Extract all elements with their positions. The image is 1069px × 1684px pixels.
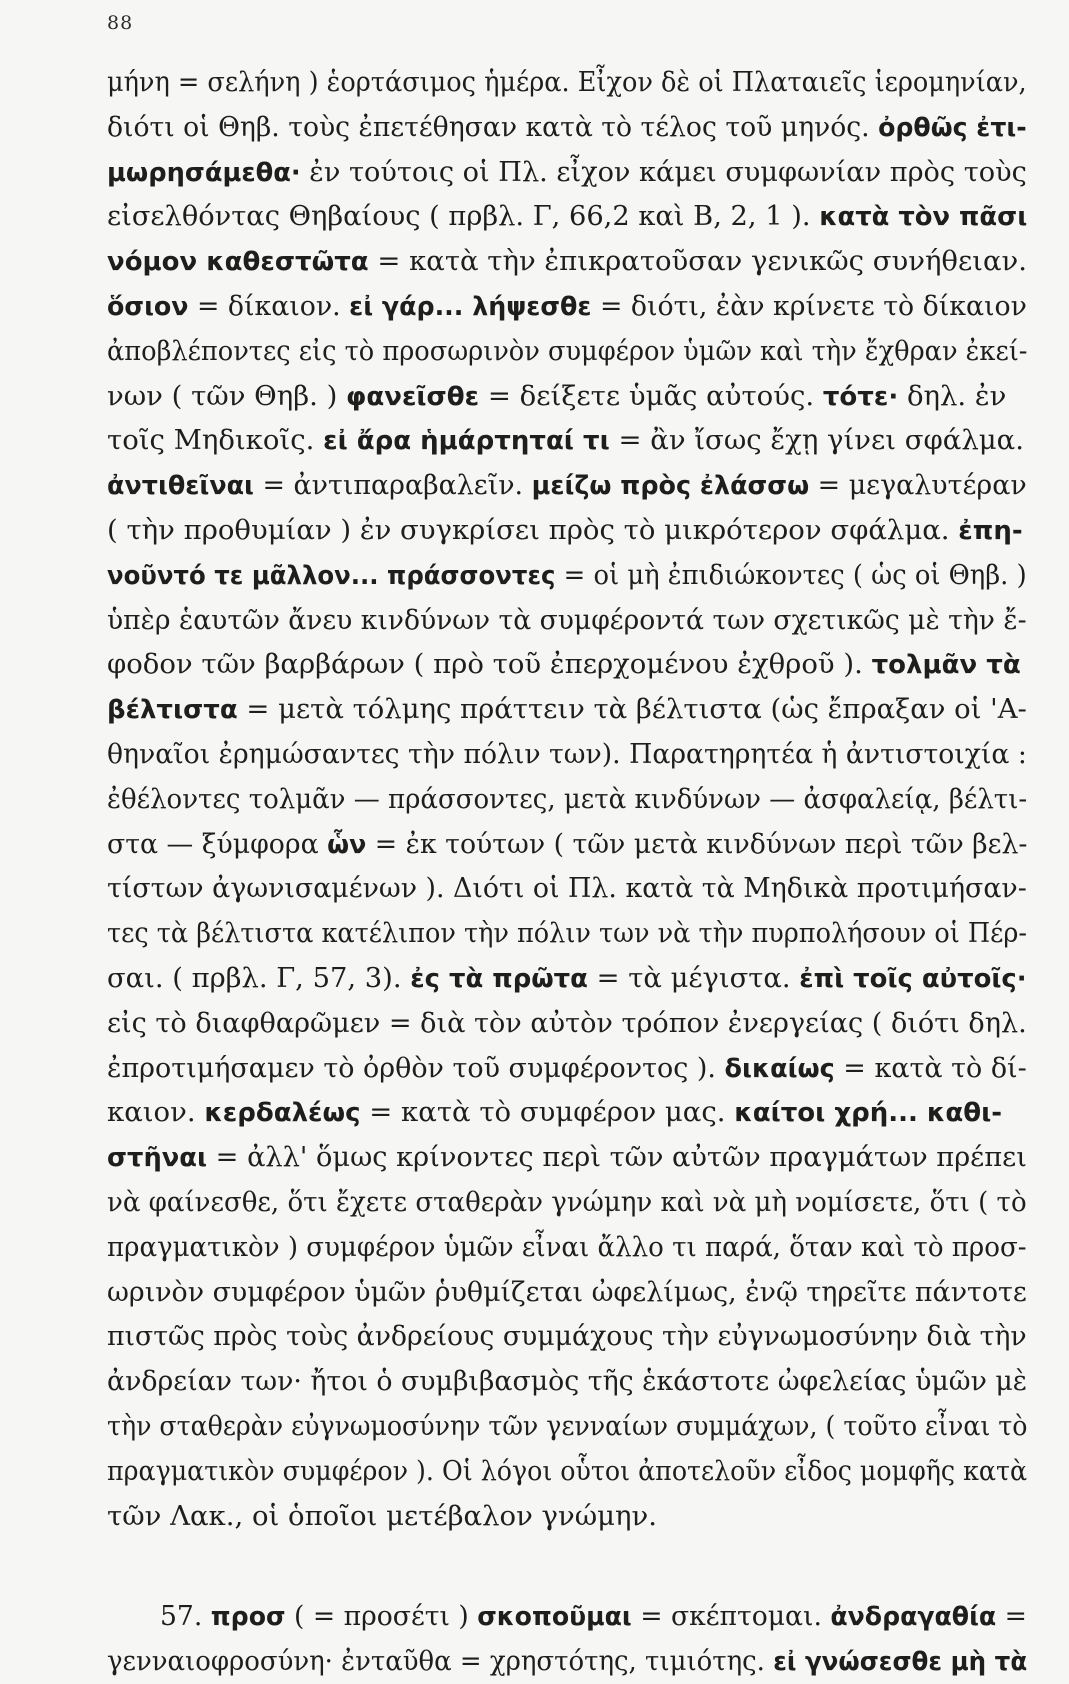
gloss-text: 57. xyxy=(160,1600,211,1633)
text-line xyxy=(107,866,1027,910)
gloss-text: ὑπὲρ ἑαυτῶν ἄνευ κινδύνων τὰ συμφέροντά των σχετικῶς μὲ τὴν ἔ- xyxy=(107,603,1027,636)
lemma-term: καίτοι χρή... καθι- xyxy=(734,1098,1003,1129)
text-line xyxy=(107,194,1027,239)
lemma-term: κατὰ τὸν πᾶσι xyxy=(819,202,1028,233)
gloss-text: εἰς τὸ διαφθαρῶμεν = διὰ τὸν αὐτὸν τρόπον ἐνεργείας ( διότι δηλ. xyxy=(107,1006,1027,1039)
text-line xyxy=(107,1270,1027,1314)
lemma-term: τολμᾶν τὰ xyxy=(871,650,1021,681)
lemma-term: τότε· xyxy=(822,381,899,412)
text-line xyxy=(107,642,1027,687)
text-line xyxy=(107,777,1027,821)
gloss-text: ἀνδρείαν των· ἤτοι ὁ συμβιβασμὸς τῆς ἑκάστοτε ὠφελείας ὑμῶν μὲ xyxy=(107,1365,1028,1398)
gloss-text: πιστῶς πρὸς τοὺς ἀνδρείους συμμάχους τὴν εὐγνωμοσύνην διὰ τὴν xyxy=(107,1320,1027,1353)
gloss-text: σαι. ( πρβλ. Γ, 57, 3). xyxy=(107,962,411,994)
lemma-term: κερδαλέως xyxy=(204,1098,361,1129)
text-line xyxy=(107,105,1027,150)
lemma-term: μείζω πρὸς ἐλάσσω xyxy=(531,471,810,502)
lemma-term: εἰ γάρ... λήψεσθε xyxy=(349,292,592,322)
gloss-text: εἰσελθόντας Θηβαίους ( πρβλ. Γ, 66,2 καὶ Β, 2, 1 ). xyxy=(107,200,820,233)
gloss-text: = δείξετε ὑμᾶς αὐτούς. xyxy=(479,379,823,412)
text-line xyxy=(107,508,1027,553)
lemma-term: ἐπη- xyxy=(958,516,1023,546)
gloss-text: δηλ. ἐν xyxy=(898,379,1007,412)
lemma-term: στῆναι xyxy=(107,1143,207,1174)
gloss-text: ἀποβλέποντες εἰς τὸ προσωρινὸν συμφέρον ὑμῶν καὶ τὴν ἔχθραν ἐκεί- xyxy=(107,334,1028,367)
text-line xyxy=(107,956,1027,1001)
lemma-term: βέλτιστα xyxy=(107,695,238,726)
gloss-text: τίστων ἀγωνισαμένων ). Διότι οἱ Πλ. κατὰ τὰ Μηδικὰ προτιμήσαν- xyxy=(107,872,1027,905)
text-line xyxy=(107,1494,657,1538)
gloss-text: ἐθέλοντες τολμᾶν — πράσσοντες, μετὰ κινδύνων — ἀσφαλείᾳ, βέλτι- xyxy=(107,782,1028,815)
text-line xyxy=(107,732,1027,776)
lemma-term: μωρησάμεθα· xyxy=(107,157,301,188)
text-line xyxy=(107,598,1027,642)
gloss-text: = διότι, ἐὰν κρίνετε τὸ δίκαιον xyxy=(591,290,1027,322)
gloss-text: = xyxy=(996,1600,1027,1633)
gloss-text: τες τὰ βέλτιστα κατέλιπον τὴν πόλιν των νὰ τὴν πυρπολήσουν οἱ Πέρ- xyxy=(107,917,1028,950)
gloss-text: = ἀντιπαραβαλεῖν. xyxy=(253,469,532,502)
gloss-text: = ἐκ τούτων ( τῶν μετὰ κινδύνων περὶ τῶν βελ- xyxy=(366,827,1028,860)
gloss-text: ωρινὸν συμφέρον ὑμῶν ῥυθμίζεται ὠφελίμως, ἐνῷ τηρεῖτε πάντοτε xyxy=(107,1275,1027,1308)
text-line xyxy=(107,150,1027,195)
lemma-term: ἐς τὰ πρῶτα xyxy=(410,964,588,994)
text-line xyxy=(107,1449,1027,1493)
gloss-text: = οἱ μὴ ἐπιδιώκοντες ( ὡς οἱ Θηβ. ) xyxy=(555,558,1027,591)
text-line xyxy=(107,1090,1027,1135)
text-line xyxy=(107,239,1027,284)
lemma-term: δικαίως xyxy=(724,1053,835,1084)
text-line xyxy=(107,1001,1027,1045)
text-line xyxy=(107,553,1027,598)
lemma-term: νόμον καθεστῶτα xyxy=(107,247,369,278)
lemma-term: νοῦντό τε μᾶλλον... πράσσοντες xyxy=(107,560,556,591)
text-line xyxy=(107,60,1027,104)
gloss-text: = κατὰ τὸ δί- xyxy=(834,1051,1027,1084)
text-line xyxy=(107,1225,1027,1269)
gloss-text: στα — ξύμφορα xyxy=(107,827,328,860)
text-line xyxy=(107,418,1027,463)
gloss-text: καιον. xyxy=(107,1096,205,1129)
gloss-text: = ἀλλ' ὅμως κρίνοντες περὶ τῶν αὐτῶν πραγμάτων πρέπει xyxy=(206,1141,1027,1174)
gloss-text: τὴν σταθερὰν εὐγνωμοσύνην τῶν γενναίων συμμάχων, ( τοῦτο εἶναι τὸ xyxy=(107,1410,1028,1442)
gloss-text: γενναιοφροσύνη· ἐνταῦθα = χρηστότης, τιμιότης. xyxy=(107,1645,774,1678)
gloss-text: ἐπροτιμήσαμεν τὸ ὀρθὸν τοῦ συμφέροντος ). xyxy=(107,1051,725,1084)
gloss-text: πραγματικὸν ) συμφέρον ὑμῶν εἶναι ἄλλο τι παρά, ὅταν καὶ τὸ προσ- xyxy=(107,1230,1027,1263)
gloss-text: πραγματικὸν συμφέρον ). Οἱ λόγοι οὗτοι ἀποτελοῦν εἶδος μομφῆς κατὰ xyxy=(107,1454,1028,1487)
lemma-term: εἰ γνώσεσθε μὴ τὰ xyxy=(773,1647,1028,1678)
gloss-text: μήνη = σελήνη ) ἑορτάσιμος ἡμέρα. Εἶχον δὲ οἱ Πλαταιεῖς ἱερομηνίαν, xyxy=(107,66,1027,98)
gloss-text: = μετὰ τόλμης πράττειν τὰ βέλτιστα (ὡς ἔπραξαν οἱ 'Α- xyxy=(237,693,1027,726)
gloss-text: τοῖς Μηδικοῖς. xyxy=(107,424,324,457)
gloss-text: ( = προσέτι ) xyxy=(285,1600,478,1633)
text-line xyxy=(107,822,1027,867)
text-line xyxy=(107,374,1027,419)
gloss-text: θηναῖοι ἐρημώσαντες τὴν πόλιν των). Παρατηρητέα ἡ ἀντιστοιχία : xyxy=(107,738,1027,770)
text-line xyxy=(107,1404,1027,1448)
gloss-text: ( τὴν προθυμίαν ) ἐν συγκρίσει πρὸς τὸ μικρότερον σφάλμα. xyxy=(107,514,959,546)
page-number: 88 xyxy=(107,12,134,34)
text-line xyxy=(107,284,1027,329)
text-line xyxy=(107,463,1027,508)
text-line xyxy=(107,1180,1027,1224)
gloss-text: = κατὰ τὴν ἐπικρατοῦσαν γενικῶς συνήθειαν. xyxy=(368,245,1027,278)
lemma-term: ἀνδραγαθία xyxy=(830,1602,997,1633)
lemma-term: προσ xyxy=(210,1602,286,1633)
text-line xyxy=(107,911,1027,955)
gloss-text: = ἂν ἴσως ἔχῃ γίνει σφάλμα. xyxy=(609,424,1024,457)
gloss-text: = τὰ μέγιστα. xyxy=(587,962,800,994)
text-line xyxy=(107,1639,1027,1684)
gloss-text: = δίκαιον. xyxy=(188,290,350,322)
gloss-text: νὰ φαίνεσθε, ὅτι ἔχετε σταθερὰν γνώμην καὶ νὰ μὴ νομίσετε, ὅτι ( τὸ xyxy=(107,1186,1027,1218)
gloss-text: νων ( τῶν Θηβ. ) xyxy=(107,379,347,412)
lemma-term: ἀντιθεῖναι xyxy=(107,471,254,502)
lemma-term: εἰ ἄρα ἡμάρτηταί τι xyxy=(323,426,610,457)
lemma-term: φανεῖσθε xyxy=(346,381,480,412)
gloss-text: φοδον τῶν βαρβάρων ( πρὸ τοῦ ἐπερχομένου ἐχθροῦ ). xyxy=(107,648,872,681)
lemma-term: ὧν xyxy=(327,829,367,860)
text-line xyxy=(107,687,1027,732)
gloss-text: ἐν τούτοις οἱ Πλ. εἶχον κάμει συμφωνίαν πρὸς τοὺς xyxy=(300,155,1027,188)
lemma-term: ἐπὶ τοῖς αὐτοῖς· xyxy=(799,964,1027,994)
text-line xyxy=(107,1046,1027,1091)
gloss-text: = μεγαλυτέραν xyxy=(809,469,1027,502)
text-line xyxy=(160,1594,1027,1639)
gloss-text: διότι οἱ Θηβ. τοὺς ἐπετέθησαν κατὰ τὸ τέλος τοῦ μηνός. xyxy=(107,110,879,143)
lemma-term: ὀρθῶς ἐτι- xyxy=(878,112,1027,143)
text-line xyxy=(107,1359,1027,1403)
lemma-term: ὅσιον xyxy=(107,292,189,322)
text-line xyxy=(107,1314,1027,1358)
text-line xyxy=(107,1135,1027,1180)
lemma-term: σκοποῦμαι xyxy=(477,1602,632,1633)
gloss-text: τῶν Λακ., οἱ ὁποῖοι μετέβαλον γνώμην. xyxy=(107,1499,657,1532)
text-line xyxy=(107,329,1027,373)
gloss-text: = σκέπτομαι. xyxy=(631,1600,831,1633)
gloss-text: = κατὰ τὸ συμφέρον μας. xyxy=(360,1096,735,1129)
